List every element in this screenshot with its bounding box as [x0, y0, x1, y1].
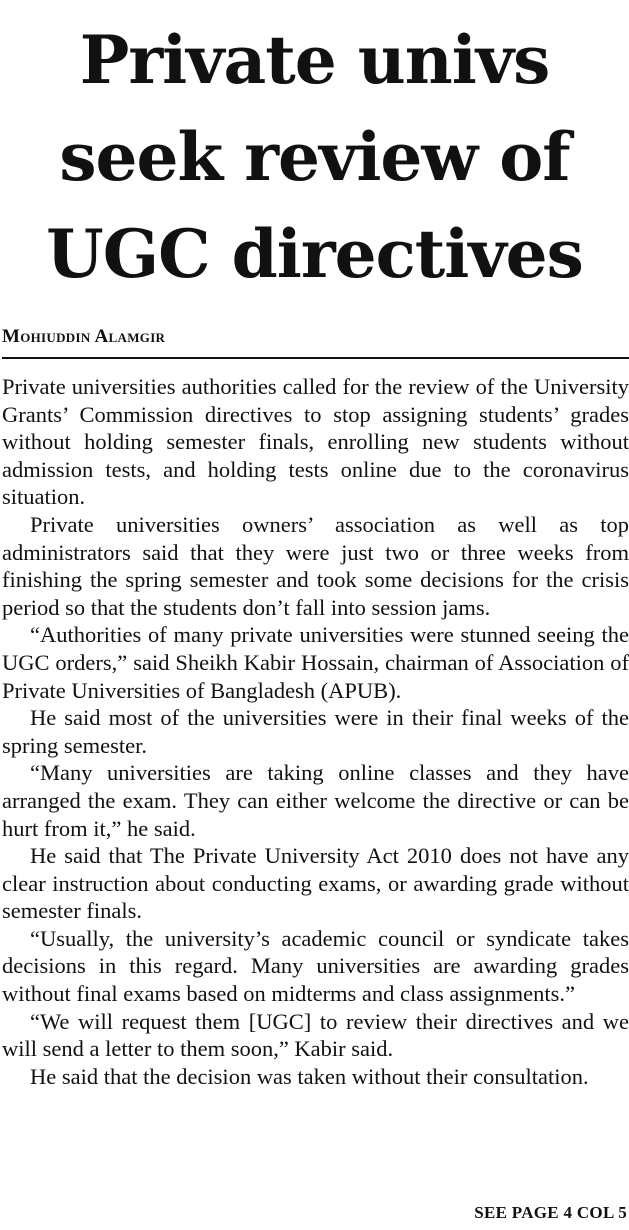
paragraph: Private universities authorities called for the review of the University Grants’ Commission directives to stop assigning students’ grades without holding semester finals, enrolling new students without admission tests, and holding tests online due to the coronavirus situation.: [2, 374, 629, 510]
paragraph: “Usually, the university’s academic council or syndicate takes decisions in this regard. Many universities are awarding grades without final exams based on midterms and class assignments.”: [2, 925, 629, 1007]
paragraph: “Many universities are taking online classes and they have arranged the exam. They can either welcome the directive or can be hurt from it,” he said.: [2, 760, 629, 841]
paragraph: He said that the decision was taken without their consultation.: [30, 1063, 589, 1089]
paragraph: He said that The Private University Act 2010 does not have any clear instruction about conducting exams, or awarding grade without semester finals.: [2, 843, 629, 924]
headline-line-2: seek review of: [59, 118, 570, 196]
headline-line-3: UGC directives: [46, 215, 583, 293]
paragraph: “We will request them [UGC] to review their directives and we will send a letter to them soon,” Kabir said.: [2, 1008, 629, 1062]
headline-line-1: Private univs: [79, 21, 550, 99]
paragraph: He said most of the universities were in their final weeks of the spring semester.: [2, 705, 629, 758]
article-body: [2, 373, 629, 1090]
continuation-note: SEE PAGE 4 COL 5: [474, 1203, 627, 1222]
byline-divider: [2, 357, 629, 359]
paragraph: Private universities owners’ association as well as top administrators said that they were just two or three weeks from finishing the spring semester and took some decisions for the crisis period so that the students don’t fall into session jams.: [2, 511, 629, 620]
paragraph: “Authorities of many private universities were stunned seeing the UGC orders,” said Sheikh Kabir Hossain, chairman of Association of Private Universities of Bangladesh (APUB).: [2, 622, 629, 703]
headline: [0, 12, 629, 303]
byline: Mohiuddin Alamgir: [2, 326, 166, 347]
